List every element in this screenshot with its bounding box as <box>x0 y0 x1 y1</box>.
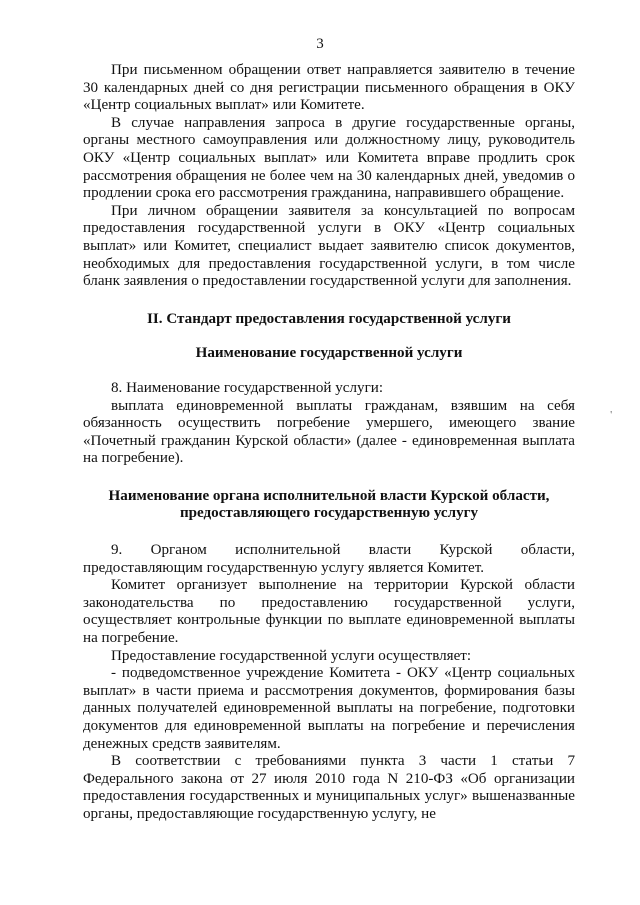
paragraph-personal-appeal: При личном обращении заявителя за консультацией по вопросам предоставления государственной услуги в ОКУ «Центр социальных выплат» или Комитет, специалист выдает заявителю список документов, необходимых для предоставления государственной услуги, в том числе бланк заявления о предоставлении государственной услуги для заполнения. <box>83 202 575 290</box>
item-8-heading: 8. Наименование государственной услуги: <box>111 379 384 396</box>
paragraph-request-extension: В случае направления запроса в другие государственные органы, органы местного самоуправления или должностному лицу, руководитель ОКУ «Центр социальных выплат» или Комитета вправе продлить срок рассмотрения обращения не более чем на 30 календарных дней, уведомив о продлении срока его рассмотрения гражданина, направившего обращение. <box>83 114 575 202</box>
subsection-organ-title-line2: предоставляющего государственную услугу <box>179 505 479 522</box>
item-9-paragraph-subordinate: - подведомственное учреждение Комитета - ОКУ «Центр социальных выплат» в части приема и рассмотрения документов, формирования базы данных получателей единовременной выплаты на погребение, подготовки документов для единовременной выплаты на погребение и перечисления денежных средств заявителям. <box>83 665 575 752</box>
subsection-organ-title <box>83 488 575 523</box>
item-9-paragraph-committee: Комитет организует выполнение на территории Курской области законодательства по предоставлению государственной услуги, осуществляет контрольные функции по выплате единовременной выплаты на погребение. <box>83 577 575 647</box>
subsection-organ-title-line1: Наименование органа исполнительной власти Курской области, <box>108 487 550 504</box>
item-9-paragraph: 9. Органом исполнительной власти Курской области, предоставляющим государственную услугу является Комитет. <box>83 542 575 576</box>
paragraph-written-appeal: При письменном обращении ответ направляется заявителю в течение 30 календарных дней со дня регистрации письменного обращения в ОКУ «Центр социальных выплат» или Комитете. <box>83 62 575 114</box>
document-body <box>83 62 575 824</box>
item-9-paragraph-federal-law: В соответствии с требованиями пункта 3 части 1 статьи 7 Федерального закона от 27 июля 2010 года N 210-ФЗ «Об организации предоставления государственных и муниципальных услуг» вышеназванные органы, предоставляющие государственную услугу, не <box>83 753 575 822</box>
item-8-text: выплата единовременной выплаты гражданам, взявшим на себя обязанность осуществить погребение умершего, имеющего звание «Почетный гражданин Курской области» (далее - единовременная выплата на погребение). <box>83 397 575 467</box>
subsection-service-name-title: Наименование государственной услуги <box>195 345 463 362</box>
scan-mark: ' <box>610 410 612 421</box>
item-9-paragraph-provision: Предоставление государственной услуги осуществляет: <box>111 647 472 664</box>
page-number: 3 <box>316 36 324 52</box>
section-title: II. Стандарт предоставления государственной услуги <box>147 310 511 327</box>
